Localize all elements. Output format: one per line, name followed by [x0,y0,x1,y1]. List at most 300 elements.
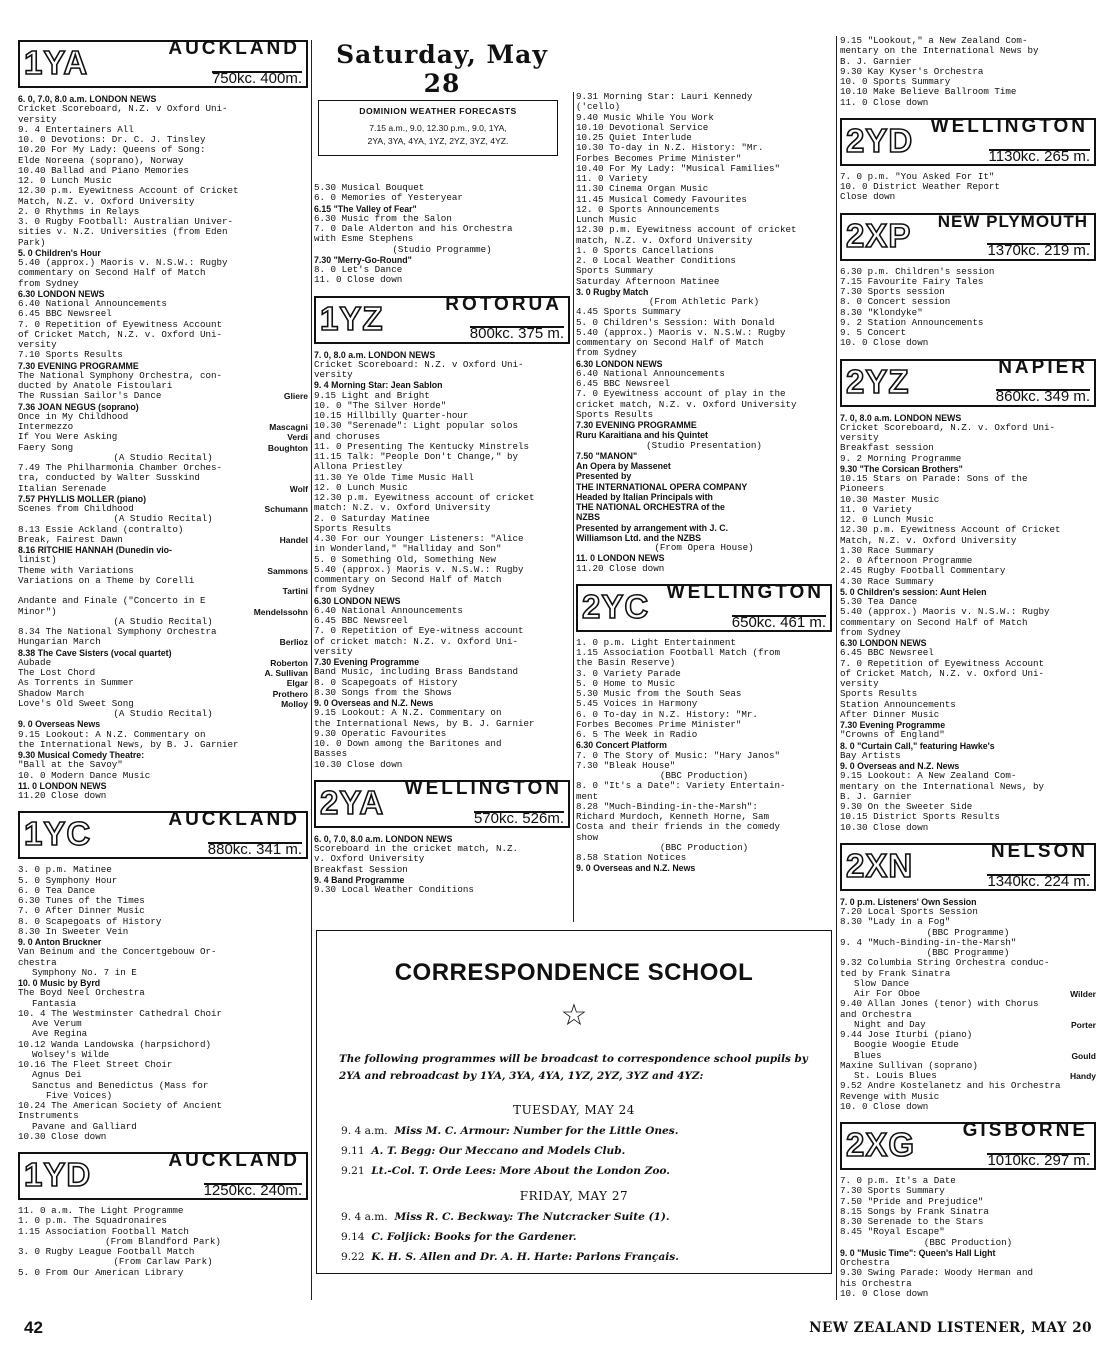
programme-text: 6.40 National Announcements [18,299,167,309]
programme-line [18,350,308,360]
programme-line [314,844,570,854]
composer-name: Elgar [286,678,308,689]
programme-line [314,401,570,411]
correspondence-item [341,1165,670,1177]
programme-text: linist) [18,555,57,566]
programme-text: 10.15 Hillbilly Quarter-hour [314,411,469,421]
programme-text: (A Studio Recital) [113,514,213,525]
composer-name: Handy [1070,1071,1096,1081]
programme-text: Match, N.Z. v. Oxford University [18,196,195,207]
programme-line [18,648,308,658]
programme-line [576,297,832,307]
correspondence-item [341,1125,678,1137]
programme-line [314,473,570,483]
page-title: Saturday, May 28 [336,40,548,98]
programme-text: 10.15 District Sports Results [840,812,1000,823]
programme-text: ducted by Anatole Fistoulari [18,381,173,391]
programme-line [576,277,832,287]
programme-text: The Boyd Neel Orchestra [18,988,145,999]
programme-line [18,771,308,781]
footer-masthead: NEW ZEALAND LISTENER, MAY 20 [809,1320,1092,1336]
programme-line [18,937,308,947]
station-header-1yd [18,1152,308,1200]
programme-line [18,1257,308,1267]
station-logo: 1YZ [320,299,384,337]
programme-text: Night and Day [854,1019,926,1030]
programme-line [18,166,308,176]
programme-line [576,236,832,246]
programme-line [576,143,832,153]
programme-line [314,534,570,544]
programme-text: Five Voices) [46,1090,113,1101]
programme-line [314,524,570,534]
programme-text: Revenge with Music [840,1091,940,1102]
programme-line [18,94,308,104]
item-time: 9.14 [341,1231,365,1243]
programme-text: from Sydney [314,585,375,596]
station-frequency: 1370kc. 219 m. [987,242,1090,260]
column-3 [576,92,832,880]
programme-line [314,183,570,193]
item-text: Miss R. C. Beckway: The Nutcracker Suite (1). [394,1211,670,1223]
programme-text: 9. 0 Overseas News [18,719,101,730]
programme-text: 10.30 Close down [18,1131,107,1142]
programme-text: Hungarian March [18,637,101,648]
programme-line [840,917,1096,927]
programme-line [18,791,308,801]
programme-text: Break, Fairest Dawn [18,534,123,545]
programme-text: 12. 0 Lunch Music [840,515,934,525]
programme-text: v. Oxford University [314,854,425,865]
programme-text: Station Announcements [840,699,956,710]
station-header-2xp [840,213,1096,261]
programme-line [18,876,308,886]
programme-list-2xn [840,897,1096,1118]
programme-text: Theme with Variations [18,565,134,576]
programme-text: Intermezzo [18,422,74,432]
programme-line [576,648,832,658]
programme-line [314,411,570,421]
programme-text: Presented by arrangement with J. C. [576,522,729,533]
programme-line [314,688,570,698]
programme-line [840,938,1096,948]
programme-line [576,461,832,471]
programme-line [576,822,832,832]
station-logo: 2YC [582,587,650,625]
programme-line [840,525,1096,535]
programme-text: 8.30 "Lady in a Fog" [840,917,951,928]
programme-text: 10.30 To-day in N.Z. History: "Mr. [576,143,764,154]
programme-text: 7.30 Sports Summary [840,1186,945,1197]
programme-line [18,760,308,770]
programme-line [576,338,832,348]
programme-text: NZBS [576,512,600,523]
programme-line [18,535,308,545]
programme-line [840,679,1096,689]
programme-line [18,927,308,937]
programme-line [840,948,1096,958]
programme-line [18,896,308,906]
programme-line [576,307,832,317]
correspondence-item [341,1211,670,1223]
programme-line [314,885,570,895]
programme-text: 10.25 Quiet Interlude [576,133,692,143]
programme-line [18,443,308,453]
programme-text: 9.52 Andre Kostelanetz and his Orchestra [840,1081,1061,1092]
programme-text: Breakfast Session [314,864,408,875]
programme-text: 8.30 Songs from the Shows [314,687,452,698]
programme-line [840,782,1096,792]
programme-text: 8.13 Essie Ackland (contralto) [18,524,184,535]
programme-line [18,104,308,114]
programme-line [840,648,1096,658]
programme-text: mentary on the International News, by [840,781,1044,792]
programme-text: 8.45 "Royal Escape" [840,1227,945,1238]
programme-text: 6. 0, 7.0, 8.0 a.m. LONDON NEWS [18,94,157,104]
programme-line [840,484,1096,494]
programme-line [840,67,1096,77]
programme-text: 5.40 (approx.) Maoris v. N.S.W.: Rugby [314,564,524,575]
programme-line [840,710,1096,720]
programme-text: 12.30 p.m. Eyewitness account of cricket [576,225,797,236]
programme-line [18,361,308,371]
programme-text: tra, conducted by Walter Susskind [18,473,200,484]
programme-text: 4.45 Sports Summary [576,307,681,318]
programme-text: 9.15 Lookout: A New Zealand Com- [840,771,1017,782]
programme-text: 6.40 National Announcements [314,605,463,616]
programme-text: ment [576,791,599,802]
programme-text: 9.31 Morning Star: Lauri Kennedy [576,92,753,102]
programme-text: 8.58 Station Notices [576,853,687,863]
programme-text: Lunch Music [576,215,637,225]
item-text: Lt.-Col. T. Orde Lees: More About the London Zoo. [371,1165,670,1177]
programme-line [18,586,308,596]
station-frequency: 750kc. 400m. [211,69,302,87]
programme-line [18,176,308,186]
programme-line [18,289,308,299]
programme-text: 9. 4 Morning Star: Jean Sablon [314,380,443,391]
programme-line [840,297,1096,307]
programme-line [314,575,570,585]
programme-text: (BBC Production) [923,1237,1013,1248]
composer-name: Gould [1071,1050,1096,1061]
programme-text: The Lost Chord [18,668,96,678]
programme-text: 9. 4 Band Programme [314,874,405,885]
station-city: GISBORNE [962,1120,1088,1141]
programme-line [840,897,1096,907]
programme-line [18,719,308,729]
programme-text: 7. 0 Dale Alderton and his Orchestra [314,224,513,234]
programme-line [314,585,570,595]
programme-line [576,123,832,133]
item-time: 9. 4 a.m. [341,1211,388,1223]
programme-text: "Ball at the Savoy" [18,760,123,771]
programme-text: (BBC Programme) [926,948,1010,958]
programme-line [314,749,570,759]
programme-text: Blues [854,1050,882,1061]
programme-text: 9.30 Musical Comedy Theatre: [18,750,145,760]
programme-text: Ave Regina [32,1029,88,1040]
programme-text: (A Studio Recital) [113,452,213,463]
programme-text: Love's Old Sweet Song [18,698,134,709]
composer-name: Porter [1070,1019,1096,1030]
programme-text: Symphony No. 7 in E [32,967,137,978]
programme-line [576,482,832,492]
programme-text: 7. 0 Repetition of Eyewitness Account [18,319,222,330]
programme-line [18,627,308,637]
programme-line [18,740,308,750]
programme-text: 10. 0 Music by Byrd [18,978,101,988]
programme-text: 5.40 (approx.) Maoris v. N.S.W.: Rugby [576,327,786,338]
programme-line [576,400,832,410]
programme-line [576,359,832,369]
composer-name: Molloy [281,698,308,709]
programme-text: Variations on a Theme by Corelli [18,575,195,586]
programme-text: in Wonderland," "Halliday and Son" [314,544,502,555]
programme-text: (BBC Programme) [926,927,1010,938]
programme-text: 10.24 The American Society of Ancient [18,1101,222,1111]
programme-line [18,1268,308,1278]
programme-text: 10.16 The Fleet Street Choir [18,1060,173,1070]
programme-text: 6. 0 To-day in N.Z. History: "Mr. [576,709,758,720]
station-logo: 1YD [24,1156,92,1193]
station-header-2ya [314,777,570,828]
programme-text: 9. 0 Overseas and N.Z. News [840,761,960,771]
programme-line [18,1247,308,1257]
programme-text: versity [314,646,353,657]
composer-name: Mascagni [269,422,308,432]
programme-line [18,494,308,504]
station-city: ROTORUA [445,293,562,315]
programme-text: (BBC Production) [659,771,749,781]
composer-name: Wolf [289,483,308,494]
programme-line [314,626,570,636]
programme-text: 8. 0 "It's a Date": Variety Entertain- [576,781,786,792]
station-frequency: 880kc. 341 m. [207,841,302,858]
programme-line [840,433,1096,443]
station-header-2xn [840,840,1096,891]
programme-line [576,802,832,812]
programme-line [18,1091,308,1101]
programme-line [18,258,308,268]
programme-line [840,328,1096,338]
programme-text: 9.30 Kay Kyser's Orchestra [840,66,984,77]
programme-line [18,1111,308,1121]
programme-line [840,277,1096,287]
programme-text: 1.15 Association Football Match [18,1226,189,1237]
correspondence-item [341,1231,577,1243]
programme-line [18,248,308,258]
programme-text: the Basin Reserve) [576,658,676,669]
programme-line [18,525,308,535]
programme-line [576,164,832,174]
programme-line [576,812,832,822]
programme-line [576,328,832,338]
programme-text: ('cello) [576,102,621,113]
programme-text: 8. 0 Let's Dance [314,265,403,275]
station-logo: 2YD [846,121,914,159]
item-text: A. T. Begg: Our Meccano and Models Club. [371,1145,626,1157]
station-city: AUCKLAND [168,38,300,59]
programme-line [314,565,570,575]
programme-text: of Cricket Match, N.Z. v. Oxford Uni- [840,668,1044,679]
programme-text: 7. 0 p.m. "You Asked For It" [840,171,995,182]
programme-text: 2. 0 Rhythms in Relays [18,206,140,217]
programme-text: Orchestra [840,1258,890,1268]
programme-line [840,1258,1096,1268]
station-frequency: 1010kc. 297 m. [987,1151,1090,1169]
programme-line [840,1020,1096,1030]
programme-line [18,781,308,791]
column-4 [840,36,1096,1305]
programme-text: 7. 0 Repetition of Eyewitness Account [840,658,1044,669]
programme-line [840,36,1096,46]
programme-line [18,412,308,422]
programme-list-2xg [840,1176,1096,1305]
programme-line [18,391,308,401]
programme-text: (Studio Programme) [392,244,492,255]
programme-line [314,245,570,255]
programme-text: Basses [314,749,348,760]
programme-text: 9.30 Operatic Favourites [314,728,447,739]
programme-text: 5.30 Tea Dance [840,597,918,607]
weather-box-line: 7.15 a.m., 9.0, 12.30 p.m., 9.0, 1YA, [369,123,507,133]
programme-line [576,379,832,389]
programme-text: 5.30 Music from the South Seas [576,689,742,699]
programme-line [18,1132,308,1142]
programme-line [576,287,832,297]
programme-line [18,145,308,155]
programme-text: versity [840,433,879,443]
programme-text: 7.30 "Merry-Go-Round" [314,254,412,265]
programme-text: Faery Song [18,442,74,453]
programme-line [18,906,308,916]
programme-line [840,669,1096,679]
item-text: Miss M. C. Armour: Number for the Little Ones. [394,1125,679,1137]
programme-text: 11.20 Close down [576,563,665,574]
item-text: C. Foljick: Books for the Gardener. [371,1231,577,1243]
programme-text: Scoreboard in the cricket match, N.Z. [314,844,518,854]
programme-line [18,279,308,289]
programme-line [314,657,570,667]
programme-line [576,215,832,225]
programme-text: from Sydney [576,348,637,359]
programme-text: 5.40 (approx.) Maoris v. N.S.W.: Rugby [840,607,1050,618]
programme-text: cricket match, N.Z. v. Oxford University [576,399,797,410]
programme-line [840,546,1096,556]
programme-line [840,969,1096,979]
programme-text: 9. 0 Anton Bruckner [18,937,102,947]
programme-text: Williamson Ltd. and the NZBS [576,532,702,543]
programme-line [840,659,1096,669]
programme-text: show [576,832,599,843]
programme-line [840,515,1096,525]
correspondence-item [341,1251,679,1263]
programme-line [840,607,1096,617]
programme-line [314,678,570,688]
station-frequency: 800kc. 375 m. [469,325,564,343]
station-logo: 2XG [846,1126,916,1163]
programme-text: 6.45 BBC Newsreel [840,648,934,659]
programme-text: St. Louis Blues [854,1071,937,1081]
station-city: WELLINGTON [404,777,562,799]
programme-text: THE INTERNATIONAL OPERA COMPANY [576,481,748,492]
programme-text: 7.36 JOAN NEGUS (soprano) [18,401,139,412]
programme-text: Slow Dance [854,978,910,989]
composer-name: Tartini [282,586,308,596]
programme-text: 6.30 LONDON NEWS [576,358,663,369]
programme-text: 11. 0 Close down [840,97,929,108]
programme-text: "Crowns of England" [840,730,945,741]
programme-line [840,1217,1096,1227]
programme-line [576,420,832,430]
programme-text: Headed by Italian Principals with [576,491,713,502]
programme-text: commentary on Second Half of Match [314,575,502,585]
programme-line [840,46,1096,56]
programme-line [840,192,1096,202]
programme-text: 10. 0 Sports Summary [840,77,951,87]
programme-text: 6. 0 Tea Dance [18,885,96,896]
programme-text: commentary on Second Half of Match [18,268,206,279]
programme-line [18,1237,308,1247]
programme-line [576,174,832,184]
station-frequency: 1250kc. 240m. [203,1181,302,1199]
programme-text: 7.30 Evening Programme [314,657,420,667]
programme-line [576,195,832,205]
programme-line [840,999,1096,1009]
programme-line [840,720,1096,730]
programme-text: Allona Priestley [314,462,403,473]
station-logo: 1YA [24,44,89,81]
programme-text: 9.30 On the Sweeter Side [840,802,973,812]
programme-text: 12. 0 Sports Announcements [576,204,720,215]
programme-text: 7. 0 Repetition of Eye-witness account [314,626,524,637]
programme-line [840,1238,1096,1248]
programme-text: 7.49 The Philharmonia Chamber Orches- [18,463,222,473]
programme-text: 10.40 Ballad and Piano Memories [18,165,189,176]
programme-line [840,443,1096,453]
programme-line [576,553,832,563]
programme-line [576,318,832,328]
programme-line [840,1092,1096,1102]
programme-line [18,1009,308,1019]
programme-line [18,1070,308,1080]
programme-line [314,647,570,657]
station-header-2yz [840,356,1096,407]
programme-line [18,422,308,432]
programme-line [18,1040,308,1050]
programme-text: 4.30 Race Summary [840,576,934,587]
programme-text: Presented by [576,471,632,482]
programme-line [314,875,570,885]
programme-line [840,77,1096,87]
programme-text: of cricket match: N.Z. v. Oxford Uni- [314,636,518,647]
programme-line [18,617,308,627]
programme-line [314,265,570,275]
programme-line [840,1227,1096,1237]
programme-line [576,843,832,853]
station-frequency: 860kc. 349 m. [995,388,1090,406]
programme-line [314,380,570,390]
programme-text: Instruments [18,1111,79,1122]
programme-text: If You Were Asking [18,432,118,443]
station-city: WELLINGTON [666,581,824,603]
programme-text: 11.30 Ye Olde Time Music Hall [314,472,474,483]
programme-line [840,182,1096,192]
programme-text: Aubade [18,657,52,668]
programme-line [840,979,1096,989]
programme-line [840,761,1096,771]
